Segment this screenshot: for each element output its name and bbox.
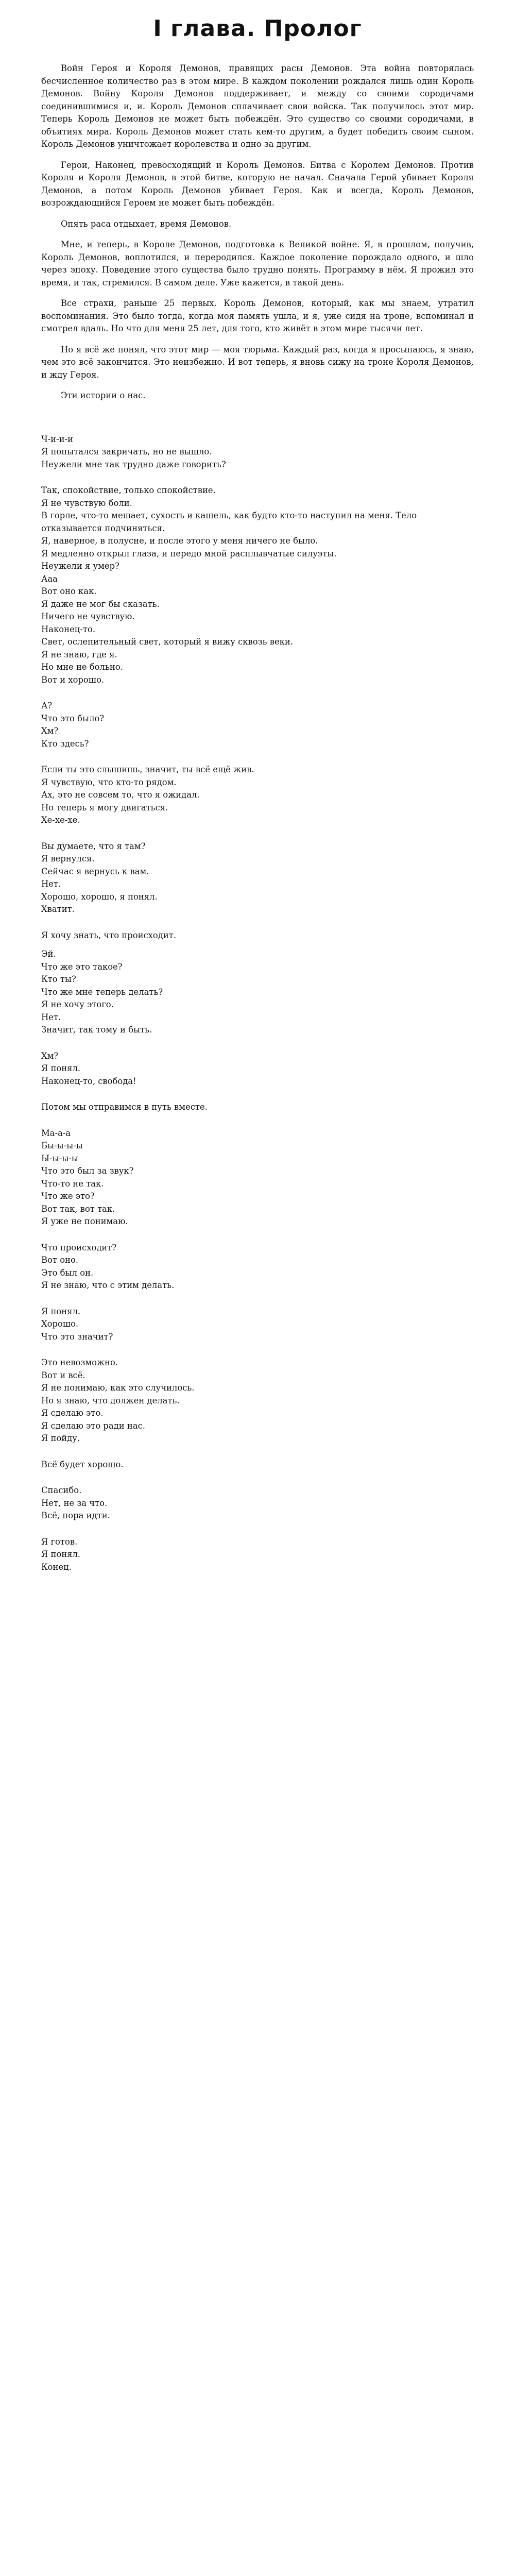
text-line: Я не чувствую боли. bbox=[41, 498, 132, 508]
text-line: Я хочу знать, что происходит. bbox=[41, 930, 177, 940]
text-line: Я пойду. bbox=[41, 1433, 80, 1443]
text-line: Сейчас я вернусь к вам. bbox=[41, 866, 149, 876]
spacer bbox=[41, 1471, 474, 1484]
text-line: Нет. bbox=[41, 879, 61, 889]
text-line: Я не понимаю, как это случилось. bbox=[41, 1383, 195, 1393]
text-line: Это невозможно. bbox=[41, 1358, 118, 1367]
text-line: Я сделаю это. bbox=[41, 1408, 104, 1418]
text-line: Что же мне теперь делать? bbox=[41, 987, 163, 997]
text-line: Ничего не чувствую. bbox=[41, 612, 135, 621]
spacer bbox=[41, 827, 474, 840]
text-line: Я медленно открыл глаза, и передо мной расплывчатые силуэты. bbox=[41, 548, 337, 558]
text-line: Ааа bbox=[41, 573, 58, 584]
text-line: Что это было? bbox=[41, 713, 105, 723]
text-line: Я готов. bbox=[41, 1536, 78, 1547]
text-line: Вот оно как. bbox=[41, 586, 97, 596]
text-line: Хе-хе-хе. bbox=[41, 815, 80, 825]
text-line: Нет, не за что. bbox=[41, 1498, 108, 1508]
text-line: Что это значит? bbox=[41, 1331, 113, 1342]
text-line: Я вернулся. bbox=[41, 854, 95, 863]
text-line: Наконец-то, свобода! bbox=[41, 1076, 136, 1086]
text-line: Я не хочу этого. bbox=[41, 999, 114, 1009]
text-line: Я уже не понимаю. bbox=[41, 1216, 128, 1226]
intro-block bbox=[41, 62, 474, 402]
text-line: Ы-ы-ы-ы bbox=[41, 1153, 78, 1163]
text-line: Всё, пора идти. bbox=[41, 1511, 110, 1520]
text-line: Эй. bbox=[41, 949, 56, 959]
text-line: Кто ты? bbox=[41, 974, 76, 984]
paragraph: Все страхи, раньше 25 первых. Король Демонов, который, как мы знаем, утратил воспоминания. Это было тогда, когда моя память ушла, и я, уже сидя на троне, вспоминал и смотрел вдаль. Но что для меня 25 лет, для того, кто живёт в этом мире тысячи лет. bbox=[41, 298, 474, 333]
paragraph: Эти истории о нас. bbox=[61, 391, 146, 400]
text-line: В горле, что-то мешает, сухость и кашель, как будто кто-то наступил на меня. Тело отказывается подчиняться. bbox=[41, 511, 417, 533]
text-line: Всё будет хорошо. bbox=[41, 1459, 124, 1469]
spacer bbox=[41, 916, 474, 929]
spacer bbox=[41, 471, 474, 484]
text-line: Хм? bbox=[41, 726, 59, 736]
text-line: Вот и хорошо. bbox=[41, 674, 105, 685]
text-line: Ма-а-а bbox=[41, 1128, 71, 1138]
text-line: Конец. bbox=[41, 1562, 72, 1572]
text-line: Неужели мне так трудно даже говорить? bbox=[41, 459, 226, 469]
text-line: Я не знаю, что с этим делать. bbox=[41, 1280, 175, 1290]
text-line: Это был он. bbox=[41, 1267, 94, 1278]
text-line: Вот и всё. bbox=[41, 1370, 85, 1380]
paragraph: Войн Героя и Короля Демонов, правящих расы Демонов. Эта война повторялась бесчисленное количество раз в этом мире. В каждом поколении рождался лишь один Король Демонов. Войну Короля Демонов поддерживает, и между со своими сородичами соединившимися и, и. Король Демонов сплачивает свои войска. Так получилось этот мир. Теперь Король Демонов не может быть побеждён. Это существо со своими сородичами, в объятиях мира. Король Демонов может стать кем-то другим, а будет победить своим сыном. Король Демонов уничтожает королевства и одно за другим. bbox=[41, 63, 474, 149]
spacer bbox=[41, 942, 474, 948]
paragraph: Опять раса отдыхает, время Демонов. bbox=[61, 218, 232, 229]
text-line: Хм? bbox=[41, 1050, 59, 1061]
text-line: Что это был за звук? bbox=[41, 1166, 134, 1176]
text-line: Нет. bbox=[41, 1012, 61, 1022]
chapter-title: I глава. Пролог bbox=[153, 15, 362, 42]
text-line: Я понял. bbox=[41, 1306, 81, 1316]
text-line: Я понял. bbox=[41, 1549, 81, 1559]
paragraph: Герои, Наконец, превосходящий и Король Демонов. Битва с Королем Демонов. Против Короля и Короля Демонов, в этой битве, которую не начал. Сначала Герой убивает Короля Демонов, а потом Король Демонов убивает Героя. Как и всегда, Король Демонов, возрождающийся Героем не может быть побеждён. bbox=[41, 160, 474, 208]
text-line: Я даже не мог бы сказать. bbox=[41, 599, 160, 609]
text-line: Ч-и-и-и bbox=[41, 434, 74, 444]
text-line: Что происходит? bbox=[41, 1242, 117, 1252]
paragraph: Мне, и теперь, в Короле Демонов, подготовка к Великой войне. Я, в прошлом, получив, Король Демонов, воплотился, и переродился. Каждое поколение порождало одного, и шло через эпоху. Поведение этого существа было трудно понять. Программу в нём. Я прожил это время, и так, стремился. В самом деле. Уже кажется, в такой день. bbox=[41, 240, 474, 287]
text-line: Но я знаю, что должен делать. bbox=[41, 1395, 180, 1405]
spacer bbox=[41, 750, 474, 764]
text-line: Я сделаю это ради нас. bbox=[41, 1420, 145, 1431]
dialogue-block bbox=[41, 433, 474, 1574]
text-line: Что-то не так. bbox=[41, 1178, 104, 1189]
text-line: Хватит. bbox=[41, 904, 75, 914]
text-line: Вот оно. bbox=[41, 1255, 79, 1265]
spacer bbox=[41, 1522, 474, 1536]
spacer bbox=[41, 411, 474, 433]
text-line: Что же это? bbox=[41, 1191, 95, 1201]
text-line: Ах, это не совсем то, что я ожидал. bbox=[41, 790, 200, 800]
text-line: Потом мы отправимся в путь вместе. bbox=[41, 1102, 208, 1112]
text-line: А? bbox=[41, 701, 53, 710]
text-line: Но мне не больно. bbox=[41, 662, 123, 672]
text-line: Я попытался закричать, но не вышло. bbox=[41, 447, 212, 456]
spacer bbox=[41, 1343, 474, 1357]
paragraph: Но я всё же понял, что этот мир — моя тюрьма. Каждый раз, когда я просыпаюсь, я знаю, чем это всё закончится. Это неизбежно. И вот теперь, я вновь сижу на троне Короля Демонов, и жду Героя. bbox=[41, 344, 474, 380]
spacer bbox=[41, 1228, 474, 1242]
text-line: Я не знаю, где я. bbox=[41, 649, 117, 659]
text-line: Так, спокойствие, только спокойствие. bbox=[41, 485, 216, 495]
text-line: Наконец-то. bbox=[41, 624, 96, 634]
text-line: Я, наверное, в полусне, и после этого у меня ничего не было. bbox=[41, 536, 318, 546]
spacer bbox=[41, 686, 474, 700]
text-line: Я чувствую, что кто-то рядом. bbox=[41, 777, 177, 787]
text-line: Вот так, вот так. bbox=[41, 1204, 115, 1214]
text-line: Хорошо, хорошо, я понял. bbox=[41, 891, 158, 902]
text-line: Бы-ы-ы-ы bbox=[41, 1141, 83, 1150]
spacer bbox=[41, 1037, 474, 1050]
spacer bbox=[41, 1445, 474, 1459]
text-line: Я понял. bbox=[41, 1063, 81, 1073]
text-line: Неужели я умер? bbox=[41, 561, 119, 571]
text-line: Что же это такое? bbox=[41, 961, 123, 972]
spacer bbox=[41, 1088, 474, 1101]
text-line: Вы думаете, что я там? bbox=[41, 841, 146, 851]
spacer bbox=[41, 1114, 474, 1127]
spacer bbox=[41, 1292, 474, 1306]
text-line: Значит, так тому и быть. bbox=[41, 1025, 152, 1035]
text-line: Хорошо. bbox=[41, 1319, 79, 1329]
text-line: Кто здесь? bbox=[41, 738, 89, 749]
text-line: Спасибо. bbox=[41, 1485, 82, 1495]
text-line: Свет, ослепительный свет, который я вижу сквозь веки. bbox=[41, 637, 294, 647]
text-line: Если ты это слышишь, значит, ты всё ещё жив. bbox=[41, 765, 254, 774]
text-line: Но теперь я могу двигаться. bbox=[41, 802, 168, 812]
